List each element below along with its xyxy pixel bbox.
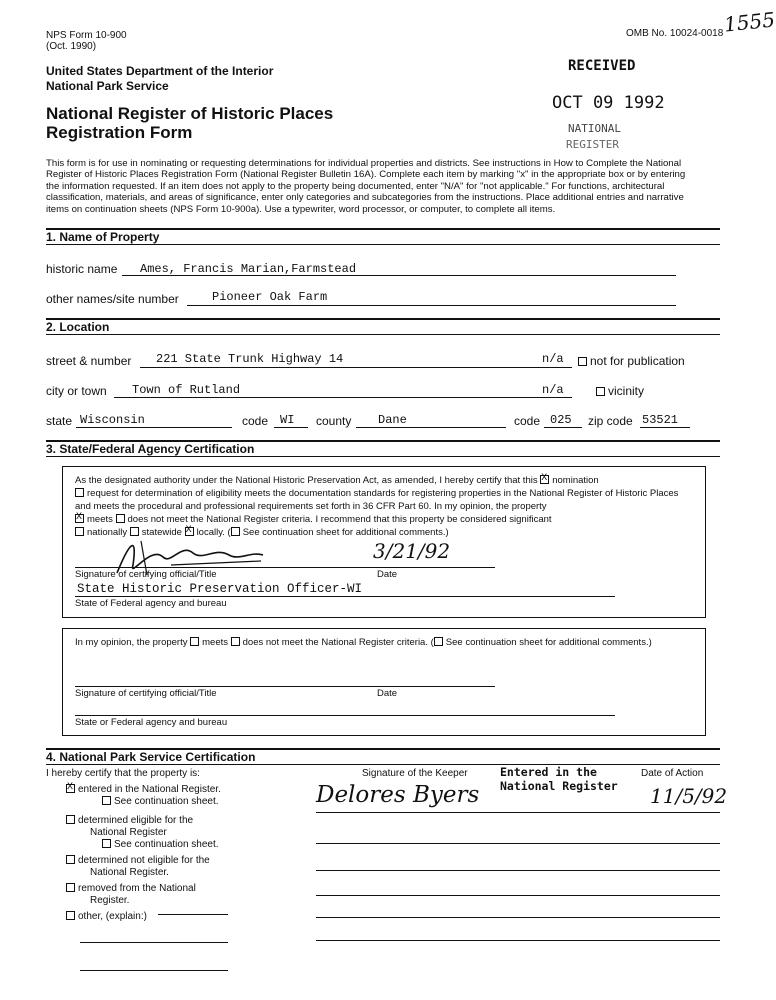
option-entered[interactable] <box>66 784 221 796</box>
state-label: state <box>46 414 73 428</box>
state-code-field[interactable]: WI <box>280 413 295 427</box>
keeper-line <box>316 895 720 896</box>
eligible-checkbox[interactable] <box>66 815 75 824</box>
omb-number: OMB No. 10024-0018 <box>626 28 724 39</box>
city-na: n/a <box>542 383 564 397</box>
stamp-line1: Entered in the <box>500 765 597 779</box>
opinion-meets-checkbox[interactable] <box>190 637 199 646</box>
date-label: Date <box>377 569 398 580</box>
meets-checkbox[interactable] <box>75 514 84 523</box>
keeper-label: Signature of the Keeper <box>362 768 468 779</box>
not-for-publication[interactable] <box>578 354 685 368</box>
request-checkbox[interactable] <box>75 488 84 497</box>
sig-label: Signature of certifying official/Title <box>75 569 217 580</box>
instructions: This form is for use in nominating or requesting determinations for individual properties and districts. See instructions in How to Complete the National Register of Historic Places Registration Form (National Register Bulletin 16A). Complete each item by marking "x" in the appropriate box or by entering the information requested. If an item does not apply to the property being documented, enter "N/A" for "not applicable." For functions, architectural classification, materials, and areas of significance, enter only categories and subcategories from the instructions. Place additional entries and narrative items on continuation sheets (NPS Form 10-900a). Use a typewriter, word processor, or computer, to complete all items. <box>46 158 686 215</box>
eligible-label: determined eligible for the <box>78 815 194 826</box>
underline <box>187 305 676 306</box>
title-line1: National Register of Historic Places <box>46 104 334 123</box>
entered-stamp <box>500 765 618 793</box>
explain-line <box>80 942 228 943</box>
street-field[interactable]: 221 State Trunk Highway 14 <box>156 352 344 366</box>
county-code-label: code <box>514 414 541 428</box>
nationally-checkbox[interactable] <box>75 527 84 536</box>
other-label: other, (explain:) <box>78 911 147 922</box>
stamp-line2: National Register <box>500 779 618 793</box>
section4-title: 4. National Park Service Certification <box>46 750 256 764</box>
divider <box>46 334 720 335</box>
code-label: code <box>242 414 269 428</box>
city-field[interactable]: Town of Rutland <box>132 383 241 397</box>
opinion-meets-label: meets <box>202 637 228 648</box>
handwritten-number: 1555 <box>722 7 776 37</box>
agency-field[interactable]: State Historic Preservation Officer-WI <box>77 582 363 596</box>
cert-text-2: request for determination of eligibility meets the documentation standards for registering properties in the National Register of Historic Places and meets the procedural and professional requirements set forth in 36 CFR Part 60. In my opinion, the property <box>75 488 679 512</box>
eligible-cont-checkbox[interactable] <box>102 839 111 848</box>
action-date: 11/5/92 <box>650 784 728 808</box>
entered-checkbox[interactable] <box>66 784 75 793</box>
other-names-label: other names/site number <box>46 292 179 306</box>
title-line2: Registration Form <box>46 123 193 142</box>
section3-title: 3. State/Federal Agency Certification <box>46 442 255 456</box>
date2-label: Date <box>377 688 398 699</box>
stamp-date: OCT 09 1992 <box>552 93 665 113</box>
agency-label: State of Federal agency and bureau <box>75 598 227 609</box>
opinion-cont-checkbox[interactable] <box>434 637 443 646</box>
explain-line <box>80 970 228 971</box>
underline <box>356 427 506 428</box>
keeper-line <box>316 812 720 813</box>
underline <box>640 427 690 428</box>
opinion-not-checkbox[interactable] <box>231 637 240 646</box>
eligible-label-2: National Register <box>90 827 167 838</box>
underline <box>544 427 582 428</box>
cont-sheet-label: See continuation sheet for additional comments.) <box>242 527 449 538</box>
underline <box>75 596 615 597</box>
entered-cont-label: See continuation sheet. <box>114 796 219 807</box>
keeper-line <box>316 843 720 844</box>
removed-label-2: Register. <box>90 895 130 906</box>
opinion-text-1: In my opinion, the property <box>75 637 188 648</box>
agency2-label: State or Federal agency and bureau <box>75 717 228 728</box>
service: National Park Service <box>46 79 169 93</box>
form-date: (Oct. 1990) <box>46 41 97 52</box>
not-eligible-label-2: National Register. <box>90 867 169 878</box>
action-label: Date of Action <box>641 768 704 779</box>
divider <box>46 456 720 457</box>
underline <box>76 427 232 428</box>
opinion-not-label: does not meet the National Register criteria. ( <box>242 637 434 648</box>
section1-title: 1. Name of Property <box>46 230 160 244</box>
not-meets-checkbox[interactable] <box>116 514 125 523</box>
opinion-cont-label: See continuation sheet for additional comments.) <box>445 637 652 648</box>
county-code-field[interactable]: 025 <box>550 413 572 427</box>
keeper-line <box>316 917 720 918</box>
divider <box>46 318 720 320</box>
vicinity-label: vicinity <box>608 384 645 398</box>
historic-name-label: historic name <box>46 262 118 276</box>
entered-label: entered in the National Register. <box>78 784 221 795</box>
underline <box>140 367 572 368</box>
nps-options <box>66 784 221 923</box>
entered-cont-checkbox[interactable] <box>102 796 111 805</box>
sig-date: 3/21/92 <box>373 539 451 563</box>
option-removed[interactable] <box>66 883 221 895</box>
locally-label: locally. ( <box>196 527 231 538</box>
removed-checkbox[interactable] <box>66 883 75 892</box>
department-heading <box>46 64 273 94</box>
not-for-publication-label: not for publication <box>590 354 685 368</box>
opinion-box <box>62 628 706 736</box>
nomination-checkbox[interactable] <box>540 475 549 484</box>
zip-label: zip code <box>588 414 633 428</box>
city-label: city or town <box>46 384 107 398</box>
statewide-label: statewide <box>141 527 182 538</box>
removed-label: removed from the National <box>78 883 196 894</box>
divider <box>46 244 720 245</box>
certification-text <box>75 474 695 539</box>
not-meets-label: does not meet the National Register criteria. I recommend that this property be considered significant <box>127 514 552 525</box>
vicinity[interactable] <box>596 384 644 398</box>
keeper-line <box>316 870 720 871</box>
not-eligible-label: determined not eligible for the <box>78 855 210 866</box>
not-for-publication-checkbox[interactable] <box>578 357 587 366</box>
other-names-field[interactable]: Pioneer Oak Farm <box>212 290 328 304</box>
underline <box>114 397 572 398</box>
state-field[interactable]: Wisconsin <box>80 413 145 427</box>
form-number: NPS Form 10-900 (Oct. 1990) <box>46 30 127 52</box>
street-label: street & number <box>46 354 132 368</box>
zip-field[interactable]: 53521 <box>642 413 679 427</box>
street-na: n/a <box>542 352 564 366</box>
keeper-line <box>316 940 720 941</box>
keeper-signature: Delores Byers <box>316 782 480 808</box>
meets-label: meets <box>87 514 113 525</box>
underline <box>75 567 495 568</box>
stamp-line3: NATIONAL <box>568 122 621 135</box>
historic-name-field[interactable]: Ames, Francis Marian,Farmstead <box>140 262 357 276</box>
underline <box>75 686 495 687</box>
sig2-label: Signature of certifying official/Title <box>75 688 217 699</box>
received-stamp: RECEIVED <box>568 58 636 74</box>
opinion-text <box>75 636 695 649</box>
section2-title: 2. Location <box>46 320 110 334</box>
nps-intro: I hereby certify that the property is: <box>46 768 200 779</box>
option-other[interactable] <box>66 911 221 923</box>
certification-box <box>62 466 706 618</box>
department: United States Department of the Interior <box>46 64 274 78</box>
option-entered-cont[interactable] <box>66 796 221 808</box>
nationally-label: nationally <box>87 527 128 538</box>
nomination-label: nomination <box>552 475 599 486</box>
stamp-line4: REGISTER <box>566 138 619 151</box>
underline <box>75 715 615 716</box>
underline <box>274 427 308 428</box>
county-label: county <box>316 414 352 428</box>
divider <box>46 764 720 765</box>
other-underline <box>158 914 228 915</box>
option-eligible[interactable] <box>66 815 221 827</box>
option-not-eligible[interactable] <box>66 855 221 867</box>
option-eligible-cont[interactable] <box>66 839 221 851</box>
vicinity-checkbox[interactable] <box>596 387 605 396</box>
page-title <box>46 104 333 142</box>
cert-text-1: As the designated authority under the National Historic Preservation Act, as amended, I hereby certify that this <box>75 475 538 486</box>
not-eligible-checkbox[interactable] <box>66 855 75 864</box>
eligible-cont-label: See continuation sheet. <box>114 839 219 850</box>
county-field[interactable]: Dane <box>378 413 407 427</box>
other-checkbox[interactable] <box>66 911 75 920</box>
